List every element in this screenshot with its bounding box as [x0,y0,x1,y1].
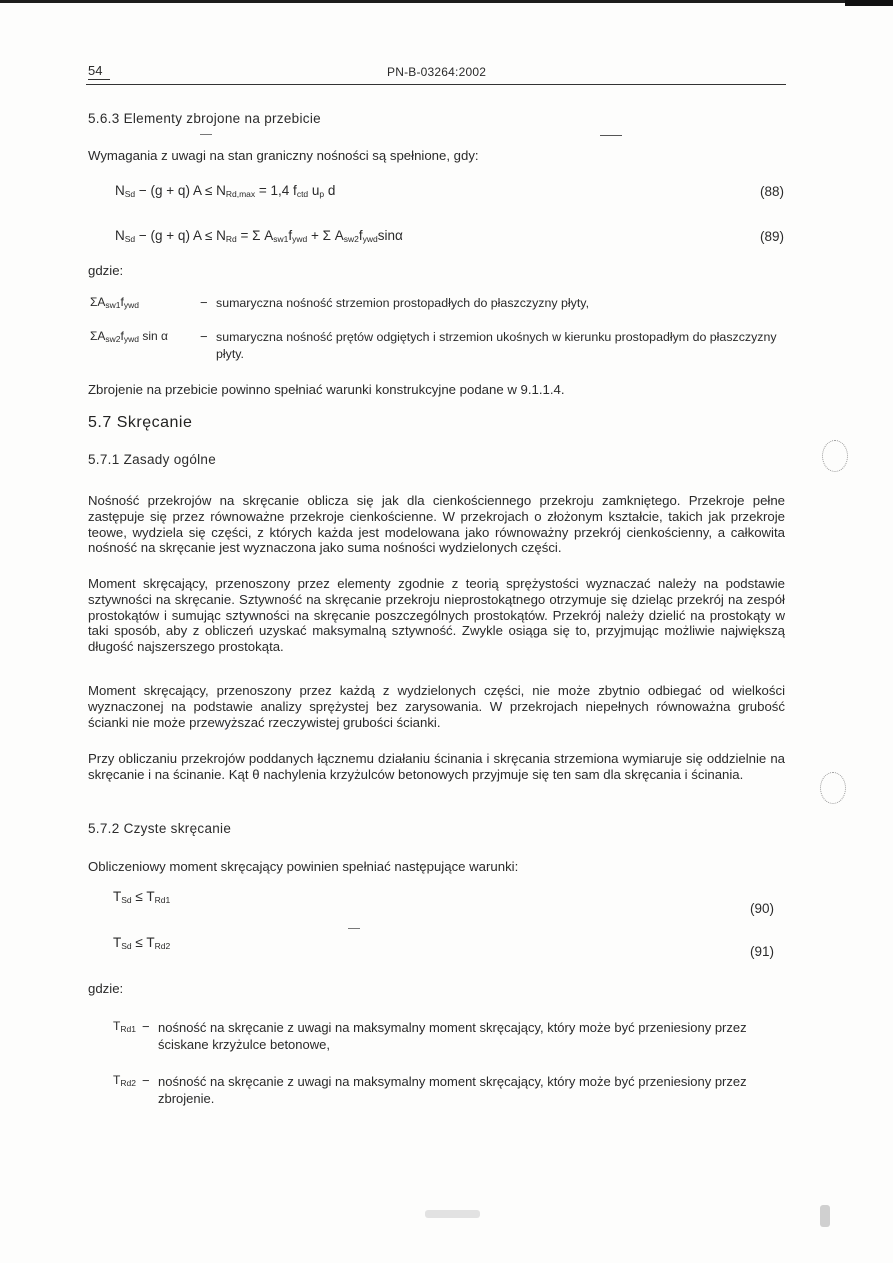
page-number-underline [88,79,110,80]
equation-number-91: (91) [750,944,775,959]
header-rule [86,84,786,85]
paragraph: Nośność przekrojów na skręcanie oblicza się jak dla cienkościennego przekroju zamkniętego. Przekroje pełne zastępuje się przez równoważne przekroje cienkościenne. W przekrojach o złożonym kształcie, takich jak przekroje teowe, wydziela się części, z których każda jest modelowana jako równoważny przekrój cienkościenny, a całkowita nośność na skręcanie jest wyznaczona jako suma nośności wydzielonych części. [88,493,785,556]
definition-dash: − [142,1019,150,1034]
equation-91: $T_{Sd} \le T_{Rd2}$ [113,935,171,951]
where-label: gdzie: [88,981,124,996]
scan-speck [600,135,622,136]
definition-symbol: $T_{Rd1}$ [113,1019,136,1034]
equation-88: $N_{Sd} - (g + q) A \le N_{Rd,max} = 1,4$ $f_{ctd}$ $u_p$ d [115,183,336,199]
binder-hole-mark [820,772,846,804]
section-title-5-7-2: 5.7.2 Czyste skręcanie [88,821,232,836]
definition-text: nośność na skręcanie z uwagi na maksymalny moment skręcający, który może być przeniesiony przez ściskane krzyżulce betonowe, [158,1020,747,1052]
paragraph: Moment skręcający, przenoszony przez każdą z wydzielonych części, nie może zbytnio odbiegać od wielkości wyznaczonej na podstawie analizy sprężystej bez zarysowania. W przekrojach niepełnych równoważna grubość ścianki nie może przewyższać rzeczywistej grubości ścianki. [88,683,785,730]
definition-dash: − [200,329,208,344]
scan-speck [200,134,212,135]
where-label: gdzie: [88,263,124,278]
binder-hole-mark [822,440,848,472]
section-title-5-7: 5.7 Skręcanie [88,414,193,431]
closing-note-5-6-3: Zbrojenie na przebicie powinno spełniać warunki konstrukcyjne podane w 9.1.1.4. [88,382,565,397]
equation-number-89: (89) [760,229,785,244]
scan-corner-mark [845,0,893,6]
standard-number: PN-B-03264:2002 [387,65,487,79]
definition-text: sumaryczna nośność strzemion prostopadłych do płaszczyzny płyty, [216,296,590,310]
equation-89: $N_{Sd} - (g + q) A \le N_{Rd} = \Sigma$ $A_{sw1}f_{ywd} + \Sigma$ $A_{sw2}f_{ywd}\sin\alpha$ [115,228,403,244]
definition-text: nośność na skręcanie z uwagi na maksymalny moment skręcający, który może być przeniesiony przez zbrojenie. [158,1074,747,1106]
scan-speck [348,928,360,929]
equation-number-90: (90) [750,901,775,916]
definition-symbol: $\Sigma A_{sw2}f_{ywd}$ sin α [90,329,168,344]
paragraph: Moment skręcający, przenoszony przez elementy zgodnie z teorią sprężystości wyznaczać należy na podstawie sztywności na skręcanie. Sztywność na skręcanie przekroju nieprostokątnego otrzymuje się dzieląc przekrój na zespół prostokątów i sumując sztywności na skręcanie poszczególnych prostokątów. Przekrój należy dzielić na prostokąty w taki sposób, aby z obliczeń uzyskać maksymalną sztywność. Zwykle osiąga się to, przyjmując możliwie największą długość najszerszego prostokąta. [88,576,785,655]
definition-dash: − [142,1073,150,1088]
section-title-5-6-3: 5.6.3 Elementy zbrojone na przebicie [88,111,321,126]
scan-speck [820,1205,830,1227]
definition-text: sumaryczna nośność prętów odgiętych i strzemion ukośnych w kierunku prostopadłym do płaszczyzny płyty. [216,330,777,361]
page-number: 54 [88,63,103,78]
definition-symbol: $T_{Rd2}$ [113,1073,136,1088]
section-intro-5-7-2: Obliczeniowy moment skręcający powinien spełniać następujące warunki: [88,859,519,874]
scan-top-edge [0,0,893,3]
section-title-5-7-1: 5.7.1 Zasady ogólne [88,452,217,467]
section-intro-5-6-3: Wymagania z uwagi na stan graniczny nośności są spełnione, gdy: [88,148,479,163]
equation-90: $T_{Sd} \le T_{Rd1}$ [113,889,171,905]
definition-dash: − [200,295,208,310]
paragraph: Przy obliczaniu przekrojów poddanych łącznemu działaniu ścinania i skręcania strzemiona wymiaruje się oddzielnie na skręcanie i na ścinanie. Kąt θ nachylenia krzyżulców betonowych przyjmuje się ten sam dla skręcania i ścinania. [88,751,785,782]
scan-speck [425,1210,480,1218]
equation-number-88: (88) [760,184,785,199]
definition-symbol: $\Sigma A_{sw1}f_{ywd}$ [90,295,140,310]
